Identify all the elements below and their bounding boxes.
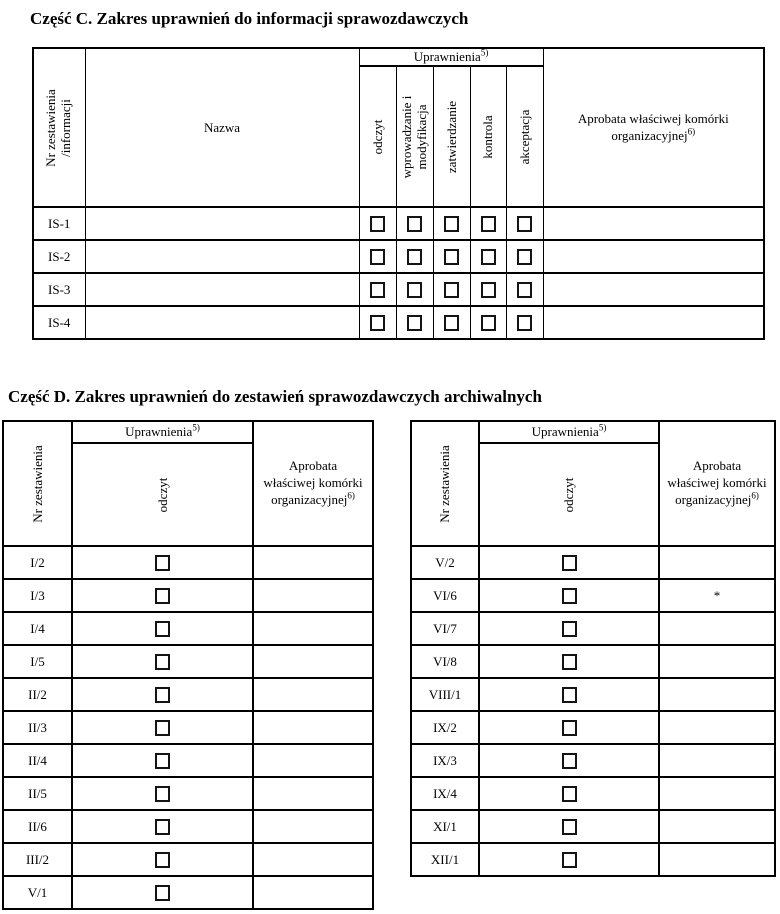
nazwa-cell: [85, 273, 359, 306]
checkbox-cell: [72, 579, 253, 612]
aprobata-cell: [543, 207, 764, 240]
table-row: [3, 843, 373, 876]
table-row: [411, 612, 775, 645]
row-id: IS-3: [33, 273, 85, 306]
checkbox-zatwierdzanie[interactable]: [444, 249, 459, 265]
checkbox-odczyt[interactable]: [155, 885, 170, 901]
nazwa-cell: [85, 306, 359, 339]
nazwa-cell: [85, 207, 359, 240]
checkbox-odczyt[interactable]: [562, 555, 577, 571]
checkbox-cell: [506, 273, 543, 306]
table-row: [411, 678, 775, 711]
col-header-wprowadzanie-i-modyfikacja: wprowadzanie i modyfikacja: [396, 66, 433, 207]
aprobata-cell: [253, 546, 373, 579]
row-id: VI/8: [411, 645, 479, 678]
col-header-nr-zestawienia: Nr zestawienia: [411, 421, 479, 546]
checkbox-odczyt[interactable]: [155, 786, 170, 802]
checkbox-odczyt[interactable]: [370, 315, 385, 331]
checkbox-cell: [479, 546, 659, 579]
checkbox-cell: [359, 240, 396, 273]
col-header-kontrola: kontrola: [470, 66, 506, 207]
aprobata-cell: *: [659, 579, 775, 612]
checkbox-cell: [479, 645, 659, 678]
checkbox-cell: [396, 306, 433, 339]
footnote-ref-6: 6): [687, 126, 696, 137]
checkbox-cell: [506, 207, 543, 240]
col-header-odczyt: odczyt: [359, 66, 396, 207]
row-id: VIII/1: [411, 678, 479, 711]
aprobata-cell: [543, 273, 764, 306]
row-id: IS-4: [33, 306, 85, 339]
table-row: [3, 744, 373, 777]
row-id: I/3: [3, 579, 72, 612]
part-d-left-table: [2, 420, 374, 910]
table-row: [33, 240, 764, 273]
checkbox-odczyt[interactable]: [370, 282, 385, 298]
checkbox-odczyt[interactable]: [562, 852, 577, 868]
checkbox-zatwierdzanie[interactable]: [444, 216, 459, 232]
checkbox-akceptacja[interactable]: [517, 282, 532, 298]
checkbox-cell: [433, 207, 470, 240]
col-header-nr-zestawienia: Nr zestawienia: [3, 421, 72, 546]
aprobata-cell: [659, 645, 775, 678]
col-header-aprobata: [659, 421, 775, 546]
aprobata-cell: [253, 876, 373, 909]
row-id: I/2: [3, 546, 72, 579]
checkbox-cell: [506, 240, 543, 273]
checkbox-cell: [506, 306, 543, 339]
col-header-aprobata: [543, 48, 764, 207]
checkbox-cell: [396, 240, 433, 273]
aprobata-cell: [659, 612, 775, 645]
checkbox-odczyt[interactable]: [562, 588, 577, 604]
checkbox-cell: [479, 612, 659, 645]
col-header-akceptacja: akceptacja: [506, 66, 543, 207]
checkbox-cell: [72, 810, 253, 843]
aprobata-cell: [253, 810, 373, 843]
checkbox-odczyt[interactable]: [155, 555, 170, 571]
aprobata-cell: [543, 240, 764, 273]
col-header-nazwa: Nazwa: [85, 48, 359, 207]
row-id: II/2: [3, 678, 72, 711]
checkbox-odczyt[interactable]: [155, 753, 170, 769]
checkbox-wprowadzanie-i-modyfikacja[interactable]: [407, 315, 422, 331]
checkbox-cell: [479, 810, 659, 843]
aprobata-label: Aprobata właściwej komórki organizacyjnej$^{6)}$: [667, 458, 767, 507]
checkbox-cell: [72, 711, 253, 744]
checkbox-odczyt[interactable]: [155, 819, 170, 835]
checkbox-cell: [72, 645, 253, 678]
row-id: IS-2: [33, 240, 85, 273]
table-row: [3, 546, 373, 579]
checkbox-cell: [470, 273, 506, 306]
table-row: [3, 645, 373, 678]
checkbox-cell: [470, 306, 506, 339]
table-row: [3, 810, 373, 843]
row-id: XI/1: [411, 810, 479, 843]
checkbox-cell: [433, 273, 470, 306]
table-row: [33, 273, 764, 306]
checkbox-odczyt[interactable]: [155, 588, 170, 604]
row-id: VI/6: [411, 579, 479, 612]
checkbox-cell: [479, 579, 659, 612]
checkbox-cell: [359, 306, 396, 339]
row-id: XII/1: [411, 843, 479, 876]
footnote-ref-6: 6): [751, 490, 759, 501]
col-group-uprawnienia: Uprawnienia$^{5)}$: [72, 421, 253, 443]
col-header-zatwierdzanie: zatwierdzanie: [433, 66, 470, 207]
aprobata-cell: [659, 744, 775, 777]
aprobata-cell: [253, 612, 373, 645]
nazwa-cell: [85, 240, 359, 273]
checkbox-wprowadzanie-i-modyfikacja[interactable]: [407, 282, 422, 298]
checkbox-cell: [396, 273, 433, 306]
aprobata-cell: [253, 678, 373, 711]
checkbox-cell: [479, 711, 659, 744]
row-id: IX/3: [411, 744, 479, 777]
checkbox-odczyt[interactable]: [155, 621, 170, 637]
aprobata-cell: [253, 711, 373, 744]
checkbox-cell: [72, 744, 253, 777]
table-row: [411, 579, 775, 612]
table-row: [3, 678, 373, 711]
aprobata-cell: [253, 843, 373, 876]
col-header-odczyt: odczyt: [479, 443, 659, 546]
aprobata-label: Aprobata właściwej komórki organizacyjnej$^{6)}$: [577, 111, 729, 143]
checkbox-cell: [479, 678, 659, 711]
table-row: [411, 546, 775, 579]
checkbox-kontrola[interactable]: [481, 315, 496, 331]
table-row: [3, 612, 373, 645]
row-id: I/5: [3, 645, 72, 678]
aprobata-cell: [253, 645, 373, 678]
checkbox-odczyt[interactable]: [370, 216, 385, 232]
aprobata-cell: [659, 711, 775, 744]
table-row: [3, 711, 373, 744]
checkbox-cell: [359, 207, 396, 240]
checkbox-odczyt[interactable]: [370, 249, 385, 265]
checkbox-cell: [72, 843, 253, 876]
checkbox-cell: [72, 612, 253, 645]
row-id: II/6: [3, 810, 72, 843]
aprobata-cell: [659, 777, 775, 810]
checkbox-cell: [359, 273, 396, 306]
row-id: IX/2: [411, 711, 479, 744]
row-id: V/1: [3, 876, 72, 909]
checkbox-odczyt[interactable]: [562, 621, 577, 637]
aprobata-cell: [253, 777, 373, 810]
aprobata-cell: [659, 843, 775, 876]
footnote-ref-6: 6): [347, 490, 355, 501]
table-row: [33, 306, 764, 339]
checkbox-odczyt[interactable]: [155, 852, 170, 868]
footnote-ref-5: 5): [480, 47, 489, 58]
checkbox-akceptacja[interactable]: [517, 216, 532, 232]
checkbox-cell: [470, 207, 506, 240]
checkbox-wprowadzanie-i-modyfikacja[interactable]: [407, 249, 422, 265]
checkbox-cell: [470, 240, 506, 273]
nr-zestawienia-label: Nr zestawienia /informacji: [43, 88, 74, 167]
col-header-nr-zestawienia: [33, 48, 85, 207]
row-id: II/3: [3, 711, 72, 744]
row-id: I/4: [3, 612, 72, 645]
footnote-ref-5: 5): [598, 422, 607, 433]
checkbox-kontrola[interactable]: [481, 249, 496, 265]
checkbox-cell: [396, 207, 433, 240]
part-c-title: Część C. Zakres uprawnień do informacji sprawozdawczych: [30, 9, 469, 28]
table-row: [33, 207, 764, 240]
checkbox-akceptacja[interactable]: [517, 249, 532, 265]
checkbox-odczyt[interactable]: [155, 687, 170, 703]
table-row: [411, 810, 775, 843]
checkbox-cell: [433, 240, 470, 273]
table-row: [411, 843, 775, 876]
checkbox-cell: [72, 876, 253, 909]
checkbox-akceptacja[interactable]: [517, 315, 532, 331]
checkbox-cell: [433, 306, 470, 339]
checkbox-cell: [72, 777, 253, 810]
checkbox-cell: [479, 777, 659, 810]
checkbox-odczyt[interactable]: [562, 819, 577, 835]
part-d-title: Część D. Zakres uprawnień do zestawień sprawozdawczych archiwalnych: [8, 387, 542, 406]
part-c-table: [32, 47, 765, 340]
aprobata-cell: [543, 306, 764, 339]
row-id: II/5: [3, 777, 72, 810]
aprobata-cell: [253, 744, 373, 777]
footnote-ref-5: 5): [192, 422, 200, 433]
checkbox-odczyt[interactable]: [562, 687, 577, 703]
checkbox-cell: [72, 678, 253, 711]
row-id: VI/7: [411, 612, 479, 645]
checkbox-kontrola[interactable]: [481, 282, 496, 298]
aprobata-cell: [659, 678, 775, 711]
checkbox-odczyt[interactable]: [562, 786, 577, 802]
checkbox-cell: [479, 843, 659, 876]
table-row: [411, 645, 775, 678]
table-row: [411, 711, 775, 744]
checkbox-kontrola[interactable]: [481, 216, 496, 232]
row-id: IX/4: [411, 777, 479, 810]
checkbox-odczyt[interactable]: [155, 654, 170, 670]
aprobata-cell: [659, 546, 775, 579]
aprobata-cell: [659, 810, 775, 843]
checkbox-wprowadzanie-i-modyfikacja[interactable]: [407, 216, 422, 232]
checkbox-zatwierdzanie[interactable]: [444, 282, 459, 298]
row-id: IS-1: [33, 207, 85, 240]
col-header-aprobata: [253, 421, 373, 546]
checkbox-zatwierdzanie[interactable]: [444, 315, 459, 331]
row-id: V/2: [411, 546, 479, 579]
table-row: [3, 579, 373, 612]
part-d-right-table: [410, 420, 776, 877]
aprobata-cell: [253, 579, 373, 612]
checkbox-odczyt[interactable]: [562, 654, 577, 670]
checkbox-odczyt[interactable]: [562, 753, 577, 769]
table-row: [411, 777, 775, 810]
checkbox-odczyt[interactable]: [562, 720, 577, 736]
col-header-odczyt: odczyt: [72, 443, 253, 546]
row-id: III/2: [3, 843, 72, 876]
checkbox-cell: [72, 546, 253, 579]
table-row: [3, 777, 373, 810]
aprobata-label: Aprobata właściwej komórki organizacyjnej$^{6)}$: [263, 458, 363, 507]
table-row: [411, 744, 775, 777]
col-group-uprawnienia: Uprawnienia$^{5)}$: [479, 421, 659, 443]
checkbox-odczyt[interactable]: [155, 720, 170, 736]
row-id: II/4: [3, 744, 72, 777]
table-row: [3, 876, 373, 909]
checkbox-cell: [479, 744, 659, 777]
col-group-uprawnienia: Uprawnienia$^{5)}$: [359, 48, 543, 66]
